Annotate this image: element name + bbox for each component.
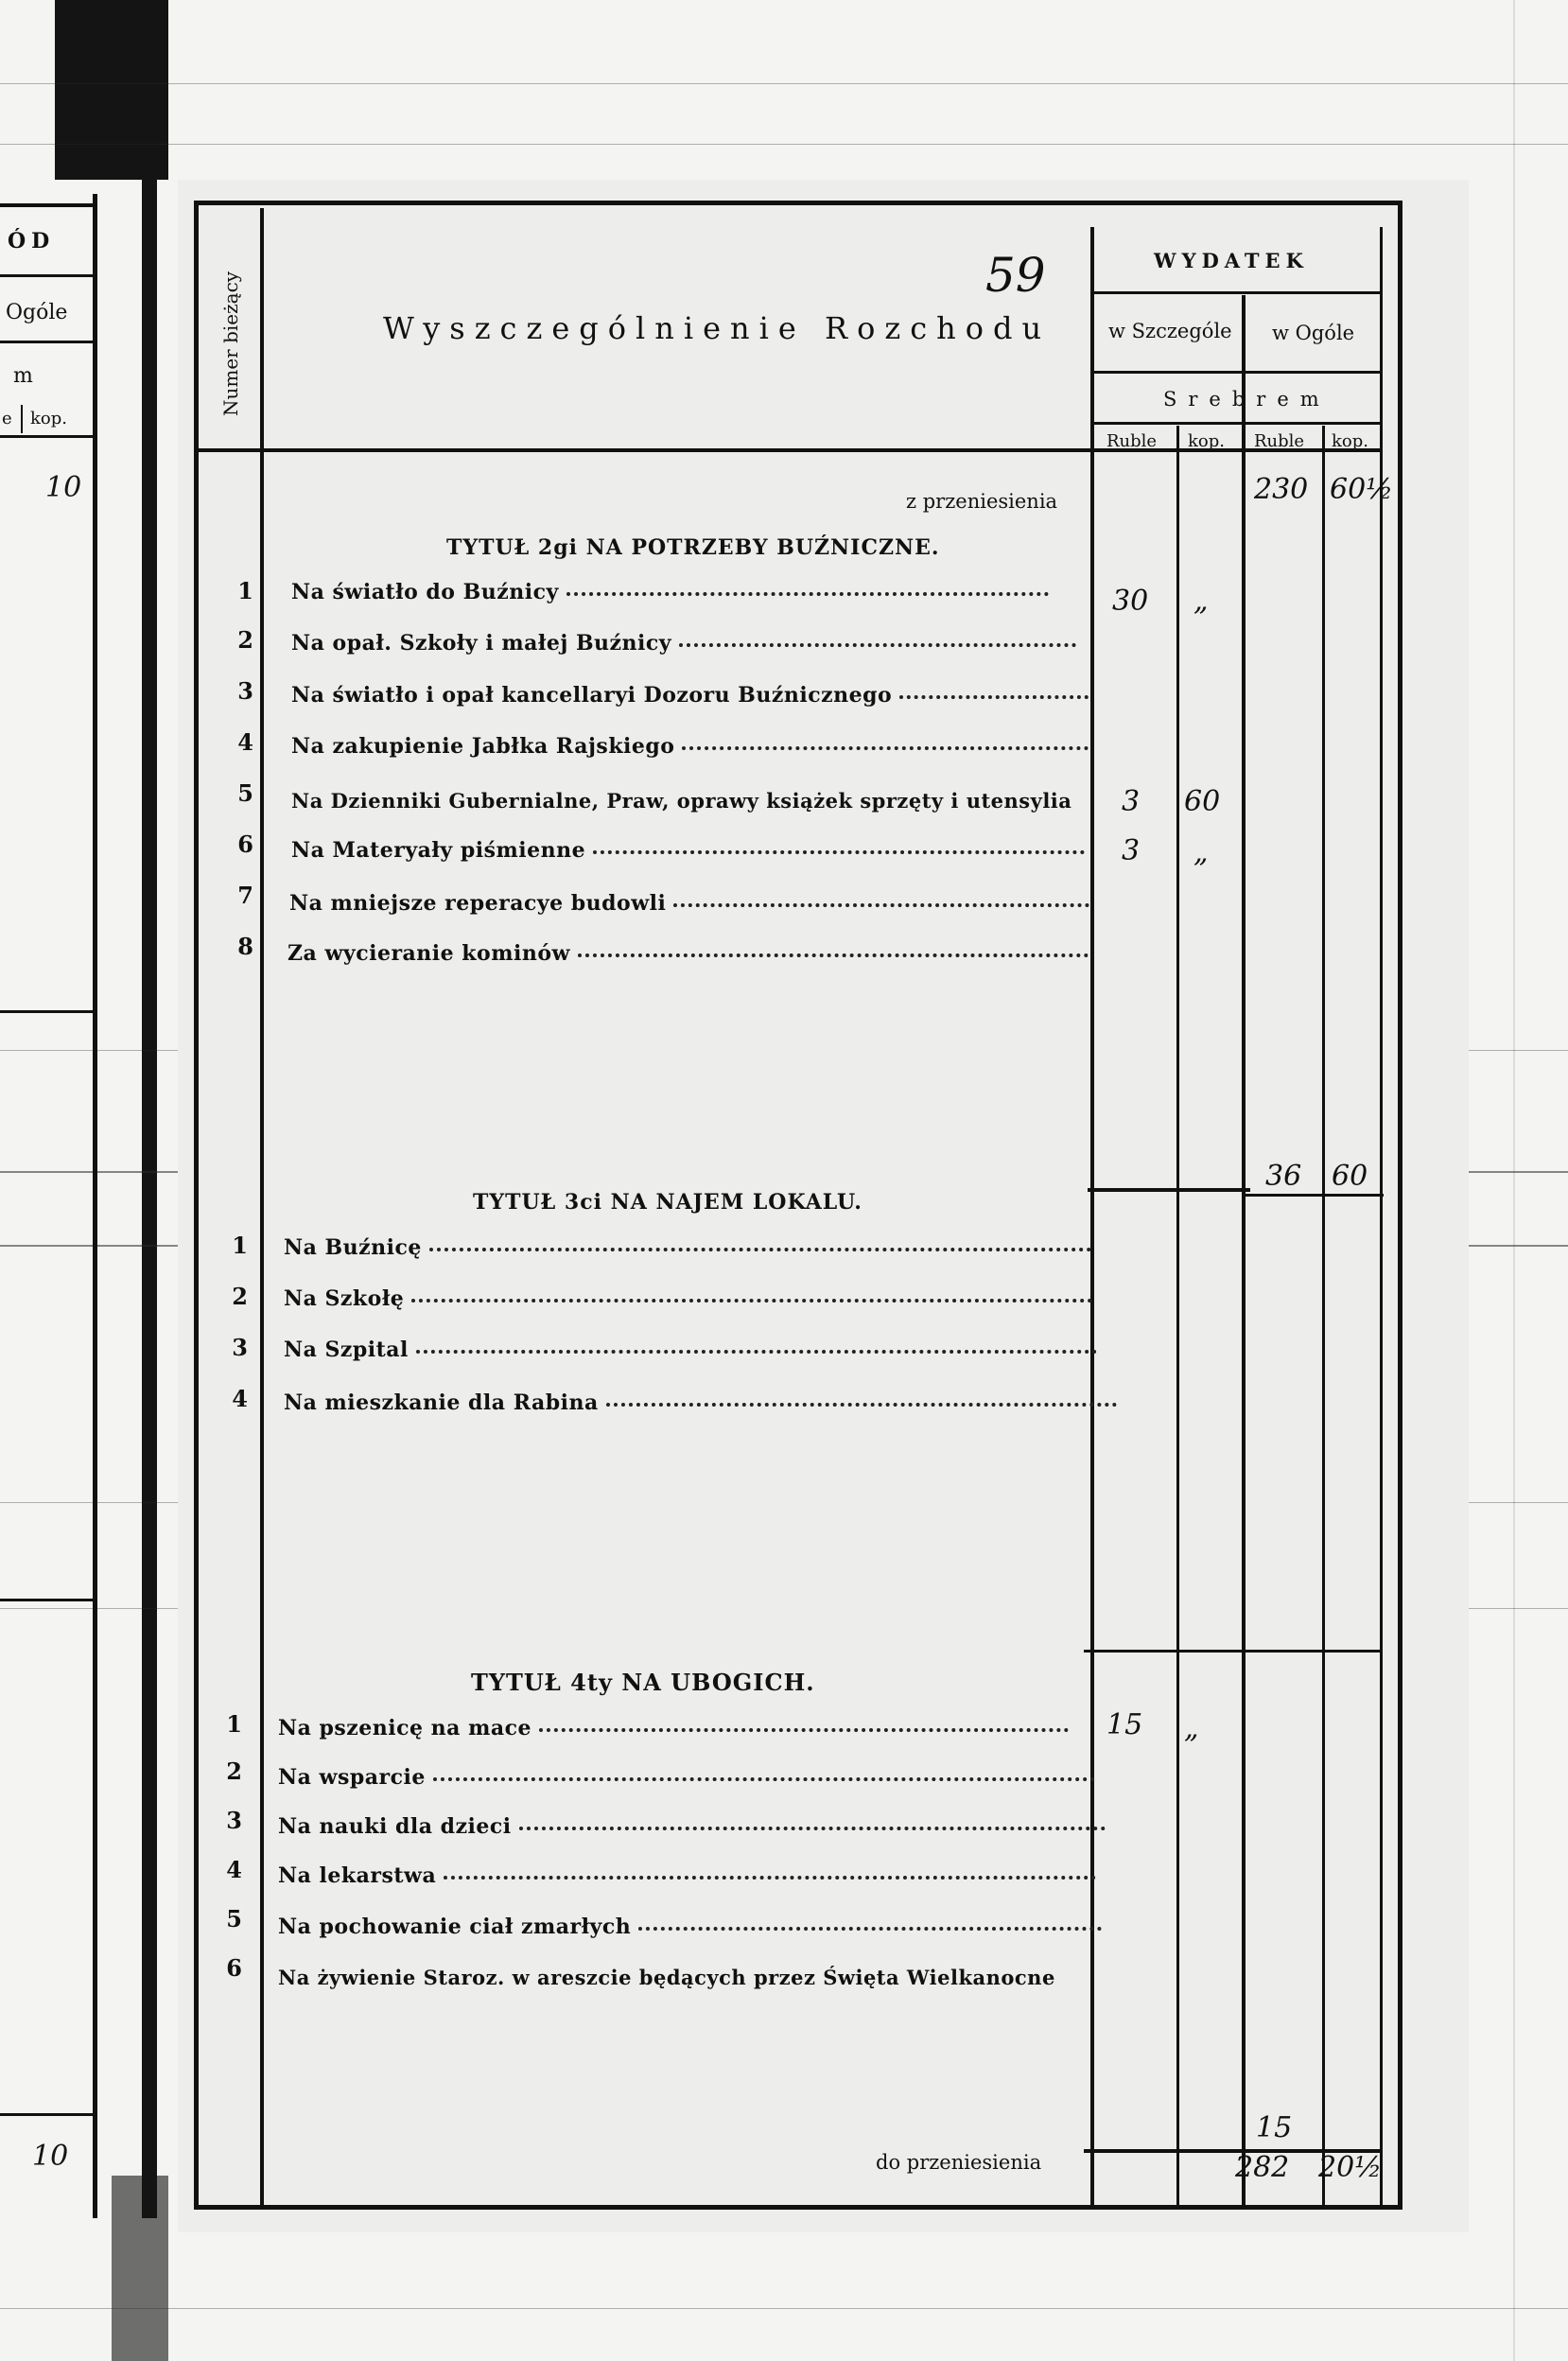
row-text: Na światło do Buźnicy [291, 580, 559, 604]
row-description [291, 683, 1089, 708]
row-number: 2 [226, 1758, 242, 1785]
carried-forward-rubles: 230 [1254, 473, 1309, 506]
kopecks-header-2: kop. [1332, 431, 1368, 451]
row-number: 7 [237, 882, 253, 909]
row-description [287, 941, 1089, 966]
row-text: Na pszenicę na mace [278, 1716, 532, 1740]
left-page-col: e [2, 409, 12, 428]
row-text: Na opał. Szkoły i małej Buźnicy [291, 631, 672, 656]
subtotal-rule [1242, 1194, 1384, 1197]
subtotal-rule [1088, 1188, 1250, 1192]
num-col-rule [260, 208, 264, 2206]
wydatek-rule [1094, 291, 1383, 294]
left-page-m: m [13, 364, 33, 388]
row-description [291, 580, 1049, 604]
row-number: 6 [237, 831, 253, 858]
row-description [291, 631, 1076, 656]
row-text: Za wycieranie kominów [287, 941, 570, 966]
row-text: Na żywienie Staroz. w areszcie będących przez Święta Wielkanocne [278, 1966, 1055, 1989]
carried-forward-kopecks: 60½ [1330, 473, 1394, 506]
row-description [278, 1966, 1055, 1989]
row-kopecks: 60 [1184, 785, 1221, 818]
row-description [278, 1915, 1102, 1939]
detail-kop-rule [1176, 426, 1179, 2206]
row-number: 6 [226, 1954, 242, 1982]
row-number: 8 [237, 933, 253, 960]
row-number: 5 [237, 779, 253, 807]
carried-to-next-rubles: 282 [1235, 2151, 1290, 2184]
row-number: 2 [237, 626, 253, 654]
row-description [278, 1716, 1069, 1740]
left-page-header: ÓD [8, 229, 56, 254]
row-rubles: 15 [1106, 1708, 1143, 1741]
row-description [291, 838, 1085, 863]
row-text: Na wsparcie [278, 1765, 426, 1790]
row-kopecks: „ [1193, 836, 1209, 869]
film-edge-bar [142, 175, 157, 2218]
row-number: 3 [232, 1334, 248, 1361]
left-page-bottom-amount: 10 [32, 2140, 69, 2173]
row-number: 3 [226, 1807, 242, 1834]
row-kopecks: „ [1193, 585, 1209, 618]
row-rubles: 30 [1112, 585, 1149, 618]
srebrem-rule [1094, 422, 1383, 425]
row-description [278, 1765, 1095, 1790]
kopecks-header: kop. [1188, 431, 1225, 451]
row-text: Na mieszkanie dla Rabina [284, 1390, 599, 1415]
left-page-top-amount: 10 [45, 471, 82, 504]
row-number: 1 [226, 1710, 242, 1738]
desc-col-rule [1090, 227, 1094, 2206]
row-text: Na światło i opał kancellaryi Dozoru Buźnicznego [291, 683, 893, 708]
right-inner-rule [1380, 227, 1383, 2206]
subhead-rule [1094, 371, 1383, 374]
row-text: Na nauki dla dzieci [278, 1814, 512, 1839]
row-text: Na Dzienniki Gubernialne, Praw, oprawy książek sprzęty i utensylia [291, 789, 1072, 813]
row-description [284, 1338, 1097, 1362]
section-3-end-rule [1084, 1650, 1383, 1653]
detail-total-rule [1242, 295, 1246, 2206]
section-subtotal-kopecks: 60 [1332, 1160, 1368, 1193]
row-rubles: 3 [1122, 785, 1141, 818]
row-description [289, 891, 1089, 916]
row-text: Na Szpital [284, 1338, 409, 1362]
rubles-header-2: Ruble [1254, 431, 1305, 451]
row-number: 5 [226, 1905, 242, 1933]
row-text: Na Buźnicę [284, 1235, 422, 1260]
row-description [284, 1235, 1091, 1260]
row-text: Na mniejsze reperacye budowli [289, 891, 667, 916]
carried-forward-label: z przeniesienia [906, 490, 1058, 513]
row-description [291, 734, 1089, 759]
wydatek-header: WYDATEK [1154, 249, 1309, 272]
row-number: 4 [237, 728, 253, 756]
row-number-header: Numer bieżący [219, 271, 242, 416]
row-description [284, 1286, 1092, 1311]
carried-to-next-label: do przeniesienia [876, 2151, 1042, 2174]
rubles-header: Ruble [1106, 431, 1158, 451]
section-title: TYTUŁ 2gi NA POTRZEBY BUŹNICZNE. [446, 535, 940, 560]
section-subtotal-rubles: 36 [1265, 1160, 1302, 1193]
row-number: 2 [232, 1283, 248, 1310]
total-kop-rule [1322, 426, 1325, 2206]
film-edge-bar [112, 2176, 168, 2361]
row-text: Na Materyały piśmienne [291, 838, 586, 863]
row-number: 4 [226, 1856, 242, 1883]
page-number: 59 [985, 248, 1046, 303]
row-number: 1 [237, 577, 253, 604]
row-kopecks: „ [1184, 1712, 1199, 1745]
row-number: 4 [232, 1385, 248, 1412]
row-description [291, 789, 1071, 813]
carried-to-next-kopecks: 20½ [1318, 2151, 1383, 2184]
left-page-kop: kop. [30, 409, 67, 428]
row-text: Na zakupienie Jabłka Rajskiego [291, 734, 675, 759]
detail-header: w Szczególe [1108, 320, 1232, 342]
section-title: TYTUŁ 4ty NA UBOGICH. [471, 1669, 815, 1696]
row-number: 3 [237, 677, 253, 705]
row-description [284, 1390, 1117, 1415]
description-header: Wyszczególnienie Rozchodu [383, 310, 1052, 346]
section-subtotal-rubles: 15 [1256, 2111, 1293, 2144]
film-edge-bar [55, 0, 168, 180]
section-title: TYTUŁ 3ci NA NAJEM LOKALU. [473, 1190, 862, 1215]
row-rubles: 3 [1122, 834, 1141, 867]
left-page-ogole: Ogóle [6, 301, 68, 324]
row-text: Na lekarstwa [278, 1863, 437, 1888]
row-text: Na pochowanie ciał zmarłych [278, 1915, 632, 1939]
currency-header: Srebrem [1163, 388, 1331, 411]
row-description [278, 1863, 1096, 1888]
total-header: w Ogóle [1272, 322, 1355, 344]
row-description [278, 1814, 1106, 1839]
row-text: Na Szkołę [284, 1286, 405, 1311]
row-number: 1 [232, 1232, 248, 1259]
